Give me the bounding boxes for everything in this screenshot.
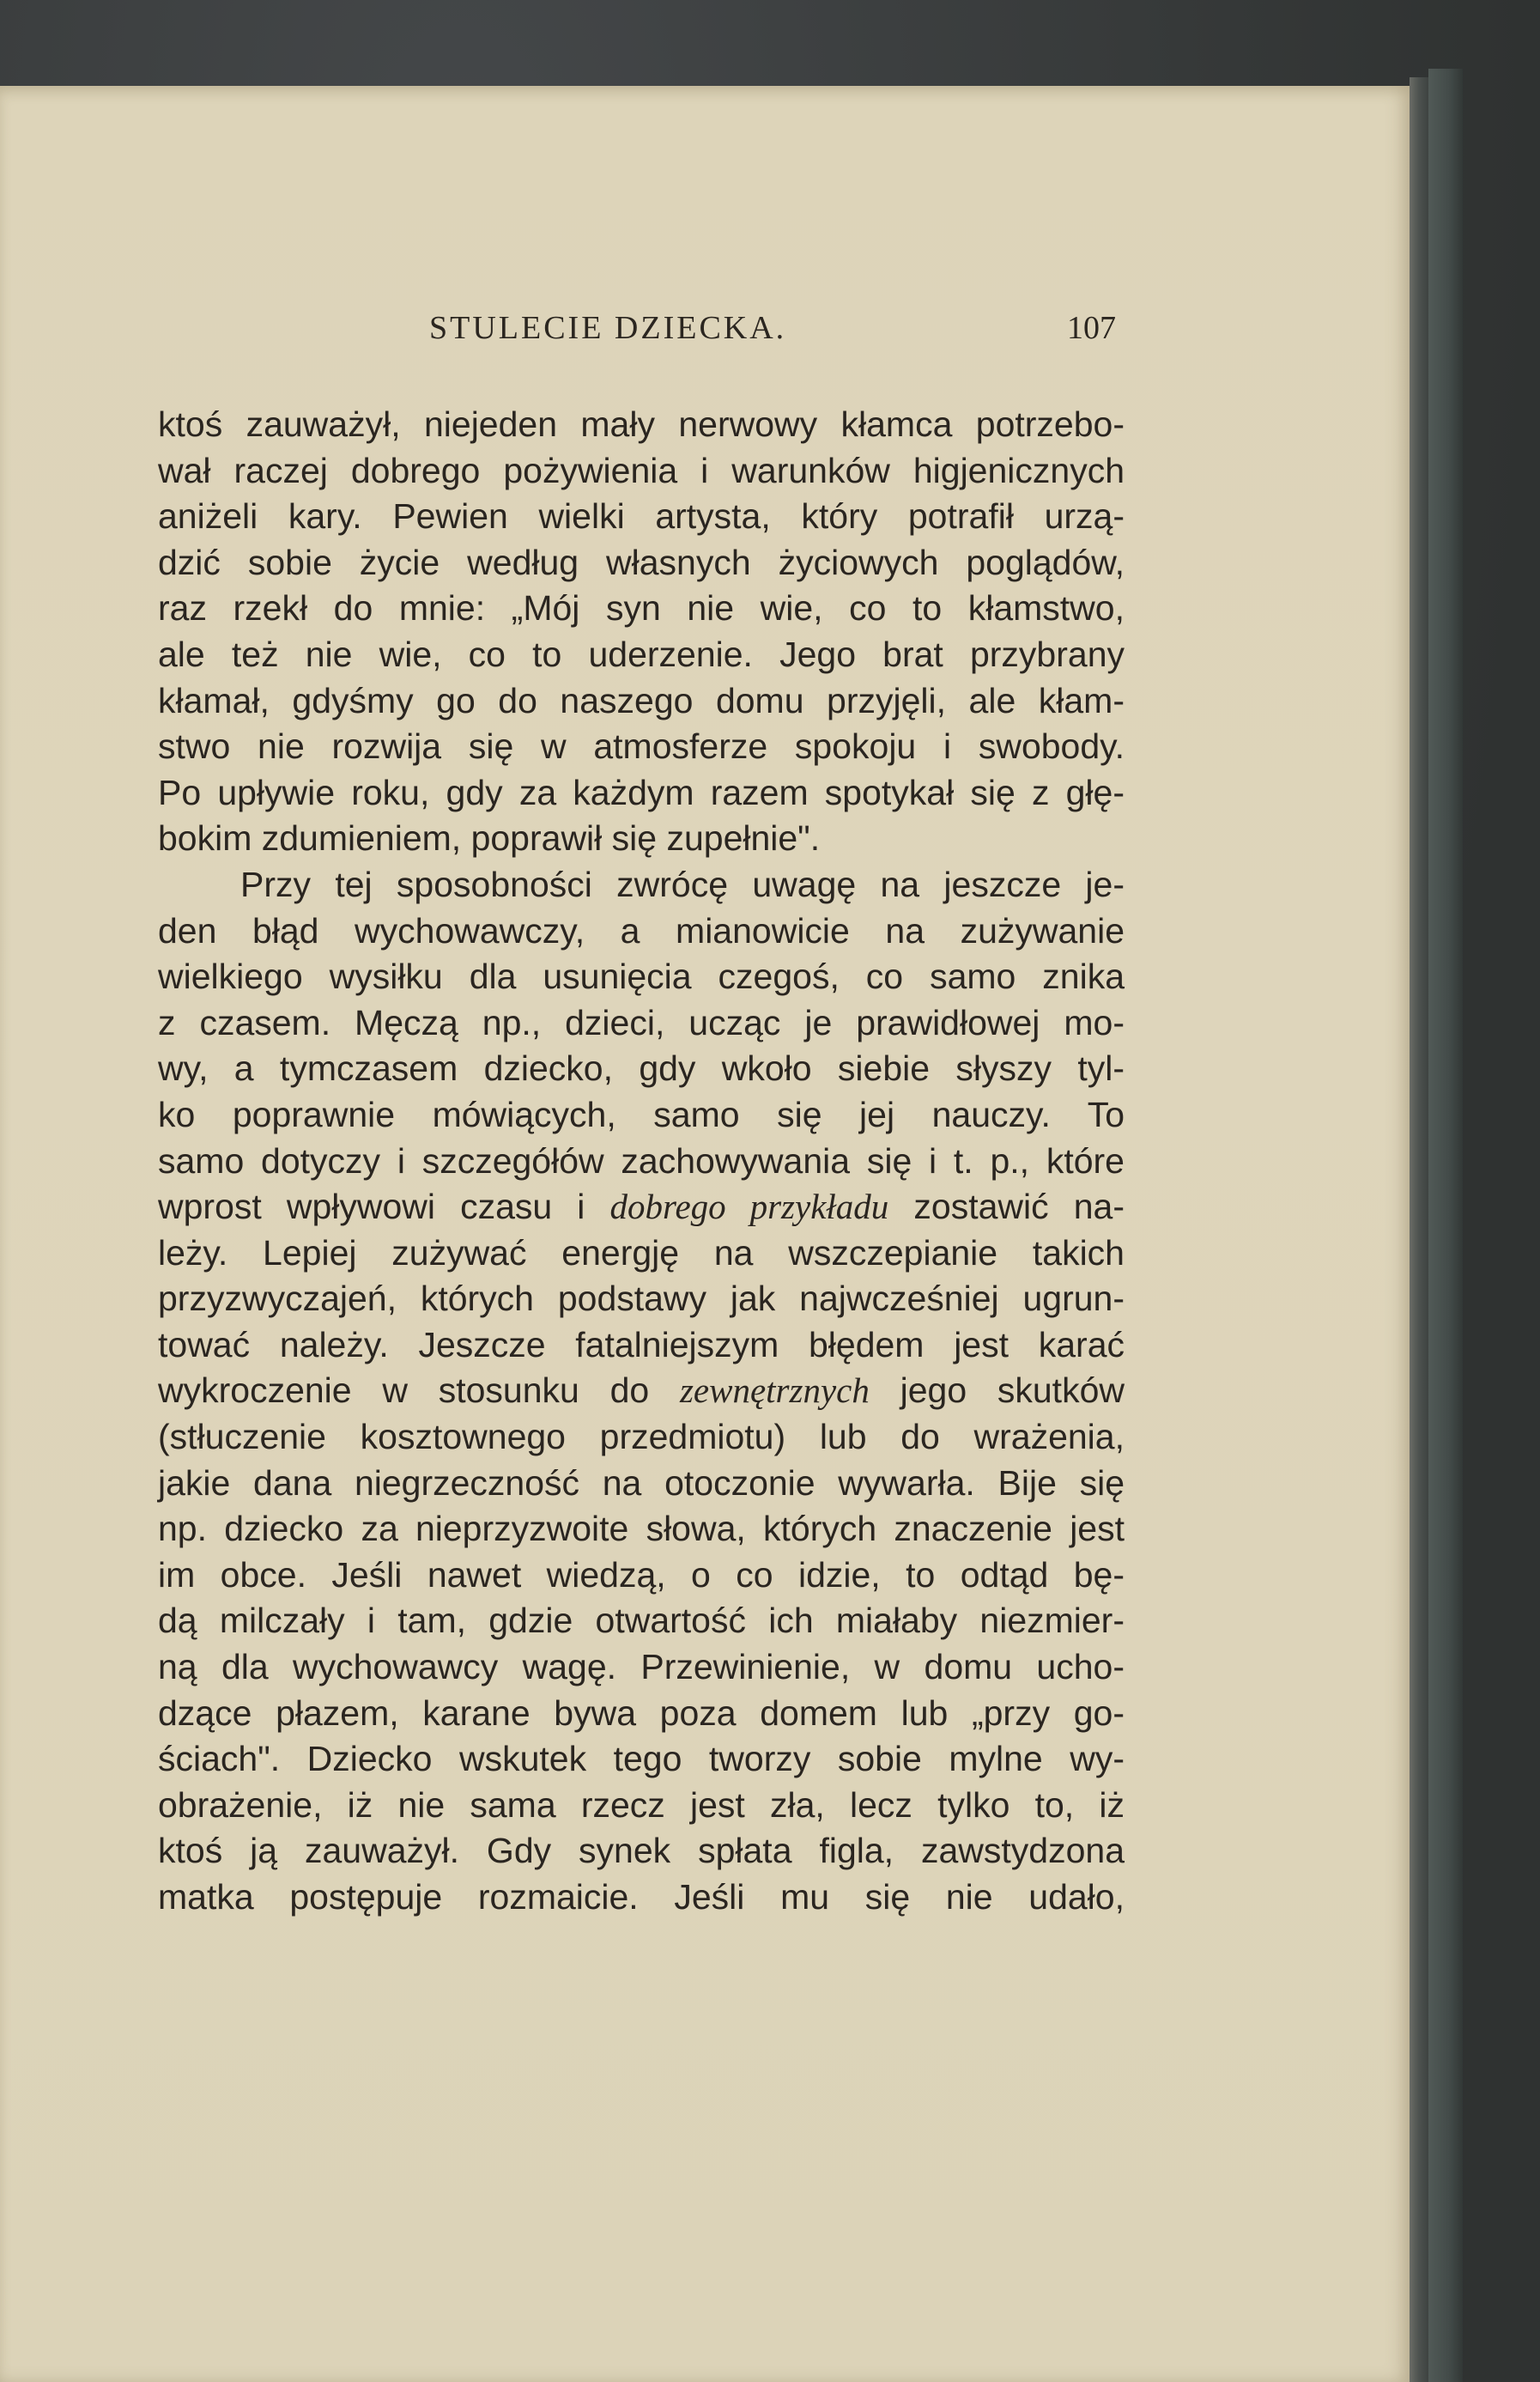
- text-segment: Po upływie roku, gdy za każdym razem spotykał się z głę-: [158, 772, 1125, 812]
- text-line: [158, 816, 1125, 862]
- text-line: [158, 1828, 1125, 1875]
- text-segment: kłamał, gdyśmy go do naszego domu przyjęli, ale kłam-: [158, 680, 1125, 720]
- text-segment: bokim zdumieniem, poprawił się zupełnie".: [158, 818, 821, 859]
- text-segment: obrażenie, iż nie sama rzecz jest zła, lecz tylko to, iż: [158, 1784, 1125, 1825]
- text-segment: jego skutków: [869, 1370, 1125, 1411]
- text-line: [158, 1184, 1125, 1230]
- body-text: [158, 402, 1125, 1921]
- text-segment: raz rzekł do mnie: „Mój syn nie wie, co to kłamstwo,: [158, 588, 1125, 629]
- text-segment: ną dla wychowawcy wagę. Przewinienie, w domu ucho-: [158, 1647, 1125, 1687]
- text-line: [158, 1092, 1125, 1139]
- text-segment: wykroczenie w stosunku do: [158, 1370, 680, 1411]
- page-number: 107: [1067, 310, 1116, 346]
- text-segment: zostawić na-: [888, 1187, 1125, 1227]
- text-segment: ktoś zauważył, niejeden mały nerwowy kłamca potrzebo-: [158, 404, 1125, 444]
- text-line: [158, 770, 1125, 817]
- text-line: [158, 1139, 1125, 1185]
- text-line: [158, 1230, 1125, 1277]
- text-line: [158, 402, 1125, 448]
- running-head: STULECIE DZIECKA.: [429, 310, 787, 346]
- text-segment: wał raczej dobrego pożywienia i warunków higjenicznych: [158, 450, 1125, 490]
- text-line: [158, 1046, 1125, 1092]
- text-segment: im obce. Jeśli nawet wiedzą, o co idzie, to odtąd bę-: [158, 1554, 1125, 1595]
- italic-text: dobrego przykładu: [609, 1187, 889, 1227]
- text-line: [158, 448, 1125, 495]
- text-line: [158, 908, 1125, 955]
- text-line: [158, 1414, 1125, 1461]
- text-line: [158, 1000, 1125, 1047]
- text-segment: stwo nie rozwija się w atmosferze spokoju i swobody.: [158, 726, 1125, 767]
- text-line: [158, 586, 1125, 632]
- text-line: [158, 494, 1125, 540]
- text-segment: z czasem. Męczą np., dzieci, ucząc je prawidłowej mo-: [158, 1002, 1125, 1042]
- text-line: [158, 724, 1125, 770]
- italic-text: zewnętrznych: [679, 1370, 870, 1411]
- text-line: [158, 540, 1125, 586]
- text-line: [158, 954, 1125, 1000]
- text-segment: (stłuczenie kosztownego przedmiotu) lub do wrażenia,: [158, 1417, 1125, 1457]
- text-segment: wielkiego wysiłku dla usunięcia czegoś, co samo znika: [158, 957, 1125, 997]
- text-line: [158, 1461, 1125, 1507]
- text-line: [158, 1506, 1125, 1553]
- text-segment: ktoś ją zauważył. Gdy synek spłata figla, zawstydzona: [158, 1831, 1125, 1871]
- text-segment: leży. Lepiej zużywać energję na wszczepianie takich: [158, 1232, 1125, 1273]
- text-segment: dzące płazem, karane bywa poza domem lub „przy go-: [158, 1692, 1125, 1733]
- text-segment: np. dziecko za nieprzyzwoite słowa, których znaczenie jest: [158, 1509, 1125, 1549]
- text-segment: przyzwyczajeń, których podstawy jak najwcześniej ugrun-: [158, 1279, 1125, 1319]
- text-segment: matka postępuje rozmaicie. Jeśli mu się nie udało,: [158, 1877, 1125, 1917]
- text-segment: dą milczały i tam, gdzie otwartość ich miałaby niezmier-: [158, 1601, 1125, 1641]
- text-segment: dzić sobie życie według własnych życiowych poglądów,: [158, 542, 1125, 582]
- page-header: [155, 309, 1116, 361]
- text-line: [158, 1276, 1125, 1322]
- text-line: [158, 1691, 1125, 1737]
- text-line: [158, 1736, 1125, 1783]
- text-line: [158, 1598, 1125, 1644]
- text-segment: den błąd wychowawczy, a mianowicie na zużywanie: [158, 910, 1125, 951]
- text-segment: ale też nie wie, co to uderzenie. Jego brat przybrany: [158, 634, 1125, 674]
- text-segment: Przy tej sposobności zwrócę uwagę na jeszcze je-: [240, 864, 1125, 904]
- book-cover-edge: [1428, 69, 1463, 2382]
- text-line: [158, 1644, 1125, 1691]
- text-line: [158, 1322, 1125, 1369]
- text-segment: jakie dana niegrzeczność na otoczonie wywarła. Bije się: [158, 1462, 1125, 1503]
- text-line: [158, 678, 1125, 725]
- text-line: [158, 1783, 1125, 1829]
- text-line: [158, 1875, 1125, 1921]
- text-line: [158, 1553, 1125, 1599]
- text-segment: samo dotyczy i szczegółów zachowywania się i t. p., które: [158, 1140, 1125, 1181]
- text-segment: wprost wpływowi czasu i: [158, 1187, 610, 1227]
- page-edge: [1410, 77, 1428, 2382]
- text-segment: aniżeli kary. Pewien wielki artysta, który potrafił urzą-: [158, 496, 1125, 537]
- text-segment: wy, a tymczasem dziecko, gdy wkoło siebie słyszy tyl-: [158, 1048, 1125, 1089]
- text-segment: tować należy. Jeszcze fatalniejszym błędem jest karać: [158, 1324, 1125, 1364]
- text-line: [158, 862, 1125, 908]
- text-segment: ko poprawnie mówiących, samo się jej nauczy. To: [158, 1094, 1125, 1134]
- text-line: [158, 632, 1125, 678]
- text-line: [158, 1368, 1125, 1414]
- text-segment: ściach". Dziecko wskutek tego tworzy sobie mylne wy-: [158, 1739, 1125, 1779]
